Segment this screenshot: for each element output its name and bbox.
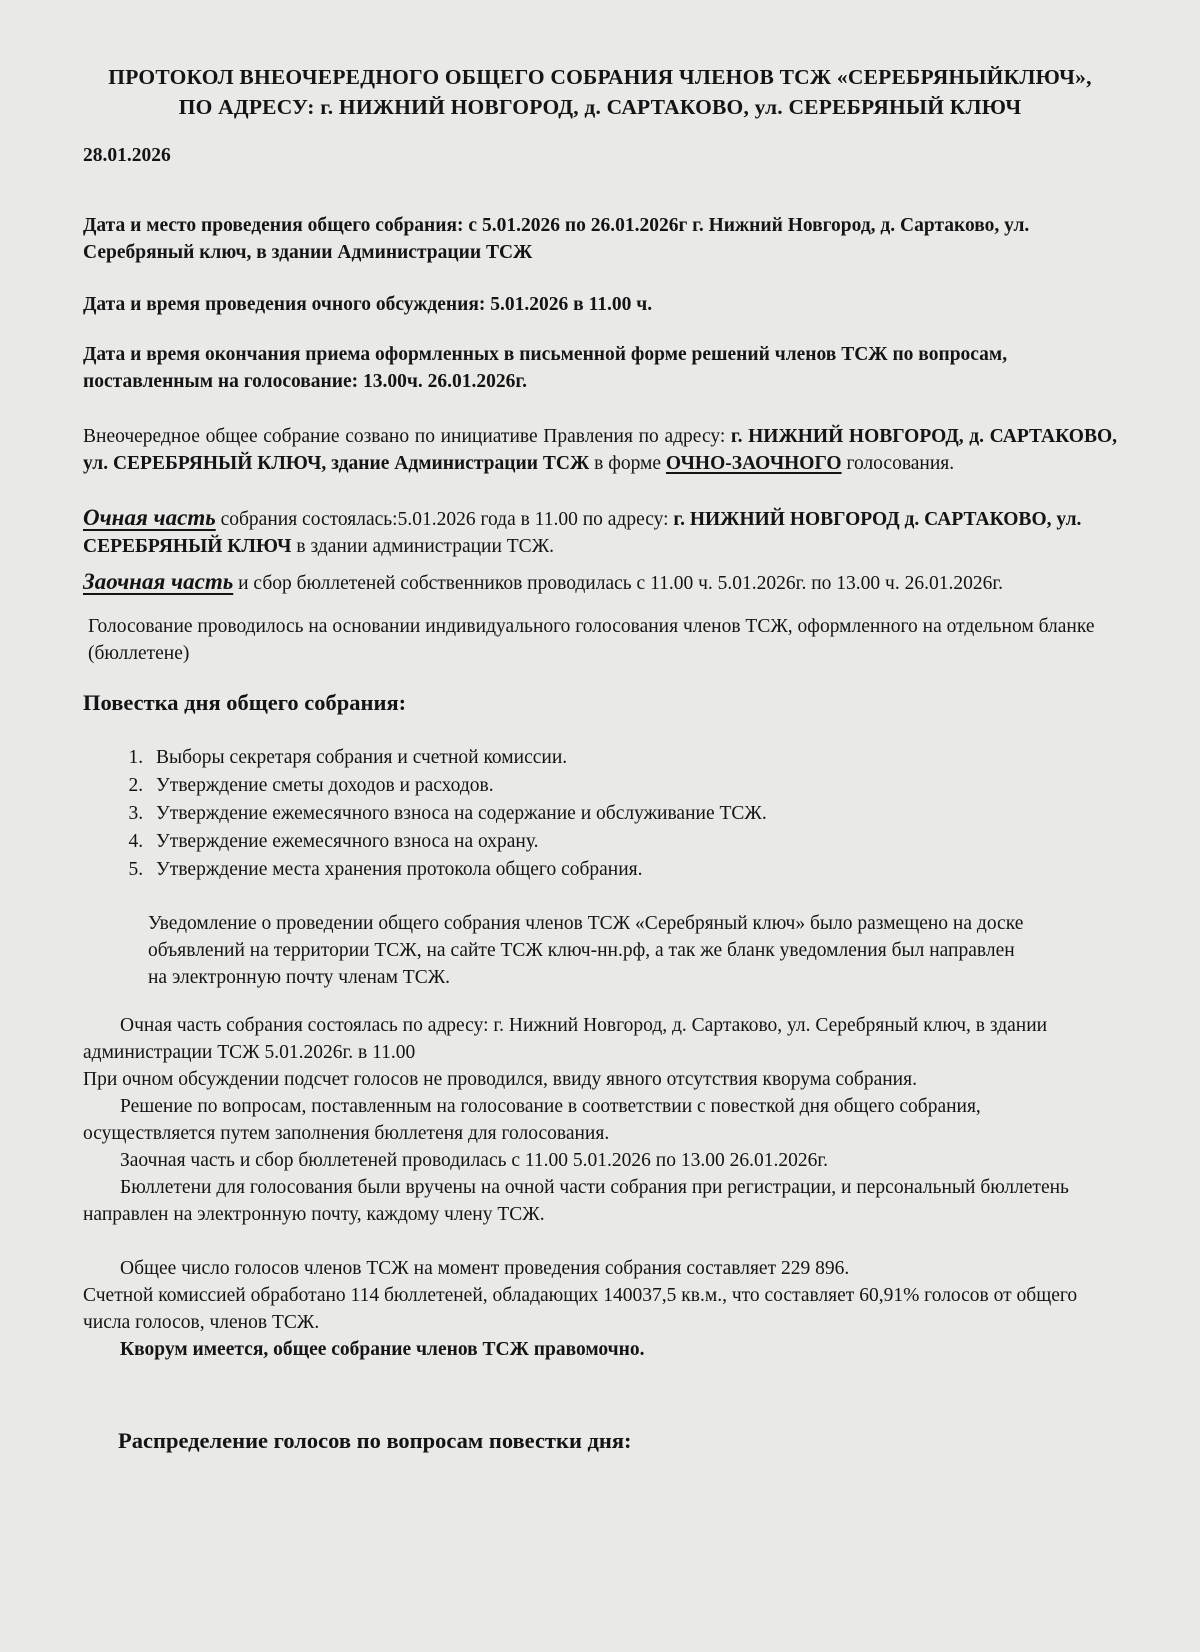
para-processed-ballots: Счетной комиссией обработано 114 бюллетеней, обладающих 140037,5 кв.м., что составляет 60,91% голосов от общего числа голосов, членов ТСЖ. — [83, 1285, 1078, 1333]
agenda-list — [83, 744, 1117, 884]
document-date: 28.01.2026 — [83, 145, 171, 166]
para-in-person-held: Очная часть собрания состоялась по адресу: г. Нижний Новгород, д. Сартаково, ул. Серебряный ключ, в здании администрации ТСЖ 5.01.2026г. в 11.00 — [83, 1015, 1048, 1063]
para-quorum: Кворум имеется, общее собрание членов ТСЖ правомочно. — [120, 1339, 645, 1360]
para-total-votes: Общее число голосов членов ТСЖ на момент проведения собрания составляет 229 896. — [120, 1258, 850, 1279]
para-decision-method: Решение по вопросам, поставленным на голосование в соответствии с повесткой дня общего собрания, осуществляется путем заполнения бюллетеня для голосования. — [83, 1096, 981, 1144]
convened-mid: в форме — [589, 453, 666, 474]
agenda-item: 3. Утверждение ежемесячного взноса на содержание и обслуживание ТСЖ. — [148, 800, 1117, 828]
absentee-part-label: Заочная часть — [83, 569, 234, 594]
para-in-person-datetime: Дата и время проведения очного обсуждения: 5.01.2026 в 11.00 ч. — [83, 294, 653, 315]
para-meeting-date-place: Дата и место проведения общего собрания: с 5.01.2026 по 26.01.2026г г. Нижний Новгород, д. Сартаково, ул. Серебряный ключ, в здании Администрации ТСЖ — [83, 215, 1030, 263]
para-absentee-part — [83, 568, 1117, 597]
convened-form: ОЧНО-ЗАОЧНОГО — [665, 453, 842, 474]
para-notification: Уведомление о проведении общего собрания членов ТСЖ «Серебряный ключ» было размещено на доске объявлений на территории ТСЖ, на сайте ТСЖ ключ-нн.рф, а так же бланк уведомления был направлен на электронную почту членам ТСЖ. — [148, 913, 1024, 988]
in-person-part-text: собрания состоялась:5.01.2026 года в 11.00 по адресу: — [215, 509, 674, 530]
agenda-item: 4. Утверждение ежемесячного взноса на охрану. — [148, 828, 1117, 856]
para-voting-basis: Голосование проводилось на основании индивидуального голосования членов ТСЖ, оформленного на отдельном бланке (бюллетене) — [88, 616, 1095, 664]
agenda-item: 2. Утверждение сметы доходов и расходов. — [148, 772, 1117, 800]
agenda-heading: Повестка дня общего собрания: — [83, 690, 407, 715]
agenda-item: 5. Утверждение места хранения протокола общего собрания. — [148, 856, 1117, 884]
para-deadline: Дата и время окончания приема оформленных в письменной форме решений членов ТСЖ по вопросам, поставленным на голосование: 13.00ч. 26.01.2026г. — [83, 344, 1008, 392]
in-person-part-tail: в здании администрации ТСЖ. — [291, 536, 555, 557]
agenda-item: 1. Выборы секретаря собрания и счетной комиссии. — [148, 744, 1117, 772]
para-absentee-held: Заочная часть и сбор бюллетеней проводилась с 11.00 5.01.2026 по 13.00 26.01.2026г. — [120, 1150, 829, 1171]
in-person-part-label: Очная часть — [83, 505, 216, 530]
para-ballots: Бюллетени для голосования были вручены на очной части собрания при регистрации, и персональный бюллетень направлен на электронную почту, каждому члену ТСЖ. — [83, 1177, 1069, 1225]
convened-address: г. НИЖНИЙ НОВГОРОД, д. САРТАКОВО, ул. СЕРЕБРЯНЫЙ КЛЮЧ, здание Администрации ТСЖ — [83, 426, 1118, 474]
convened-tail: голосования. — [841, 453, 955, 474]
para-convened — [83, 423, 1117, 477]
document-title: ПРОТОКОЛ ВНЕОЧЕРЕДНОГО ОБЩЕГО СОБРАНИЯ ЧЛЕНОВ ТСЖ «СЕРЕБРЯНЫЙКЛЮЧ», ПО АДРЕСУ: г. НИЖНИЙ НОВГОРОД, д. САРТАКОВО, ул. СЕРЕБРЯНЫЙ КЛЮЧ — [108, 65, 1092, 119]
absentee-part-text: и сбор бюллетеней собственников проводилась с 11.00 ч. 5.01.2026г. по 13.00 ч. 26.01.2026г. — [233, 573, 1003, 594]
para-in-person-part — [83, 504, 1117, 560]
in-person-part-address: г. НИЖНИЙ НОВГОРОД д. САРТАКОВО, ул. СЕРЕБРЯНЫЙ КЛЮЧ — [83, 509, 1082, 557]
convened-lead: Внеочередное общее собрание созвано по инициативе Правления по адресу: — [83, 426, 731, 447]
para-no-quorum-count: При очном обсуждении подсчет голосов не проводился, ввиду явного отсутствия кворума собрания. — [83, 1069, 917, 1090]
distribution-heading: Распределение голосов по вопросам повестки дня: — [118, 1428, 632, 1453]
